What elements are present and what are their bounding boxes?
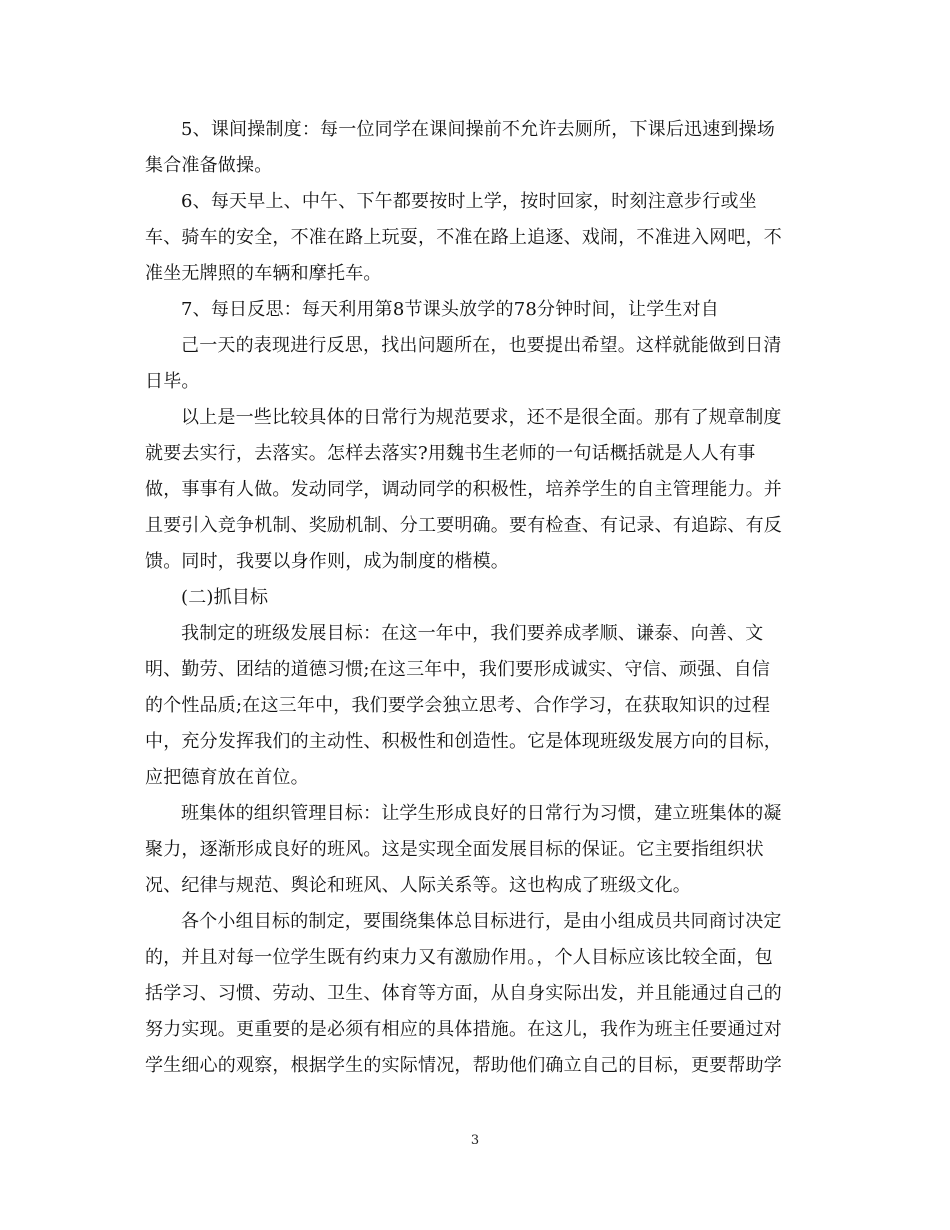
text-line: 括学习、习惯、劳动、卫生、体育等方面，从自身实际出发，并且能通过自己的 xyxy=(145,983,782,1004)
text-line: 努力实现。更重要的是必须有相应的具体措施。在这儿，我作为班主任要通过对 xyxy=(145,1019,782,1040)
text-line: 应把德育放在首位。 xyxy=(145,767,309,788)
text-line: 馈。同时，我要以身作则，成为制度的楷模。 xyxy=(145,551,509,572)
text-line: 就要去实行，去落实。怎样去落实?用魏书生老师的一句话概括就是人人有事 xyxy=(145,443,756,464)
text-line: 且要引入竞争机制、奖励机制、分工要明确。要有检查、有记录、有追踪、有反 xyxy=(145,515,782,536)
text-line: 聚力，逐渐形成良好的班风。这是实现全面发展目标的保证。它主要指组织状 xyxy=(145,839,764,860)
text-line: 车、骑车的安全，不准在路上玩耍，不准在路上追逐、戏闹，不准进入网吧，不 xyxy=(145,227,782,248)
text-line: 的，并且对每一位学生既有约束力又有激励作用。，个人目标应该比较全面，包 xyxy=(145,947,773,968)
text-line: 况、纪律与规范、舆论和班风、人际关系等。这也构成了班级文化。 xyxy=(145,875,691,896)
text-line: 学生细心的观察，根据学生的实际情况，帮助他们确立自己的目标，更要帮助学 xyxy=(145,1055,782,1076)
text-line: 做，事事有人做。发动同学，调动同学的积极性，培养学生的自主管理能力。并 xyxy=(145,479,782,500)
text-line: 班集体的组织管理目标：让学生形成良好的日常行为习惯，建立班集体的凝 xyxy=(181,803,782,824)
text-line: 以上是一些比较具体的日常行为规范要求，还不是很全面。那有了规章制度 xyxy=(181,407,782,428)
text-line: 日毕。 xyxy=(145,371,200,392)
page-number: 3 xyxy=(470,1133,480,1148)
text-line: 中，充分发挥我们的主动性、积极性和创造性。它是体现班级发展方向的目标， xyxy=(145,731,782,752)
text-line: 各个小组目标的制定，要围绕集体总目标进行，是由小组成员共同商讨决定 xyxy=(181,911,782,932)
text-line: 准坐无牌照的车辆和摩托车。 xyxy=(145,263,382,284)
text-line: 集合准备做操。 xyxy=(145,155,273,176)
text-line: 5、课间操制度：每一位同学在课间操前不允许去厕所，下课后迅速到操场 xyxy=(181,119,776,140)
text-line: 7、每日反思：每天利用第8节课头放学的78分钟时间，让学生对自 xyxy=(181,299,720,320)
text-line: 己一天的表现进行反思，找出问题所在，也要提出希望。这样就能做到日清 xyxy=(181,335,782,356)
section-heading: (二)抓目标 xyxy=(181,587,269,608)
text-line: 6、每天早上、中午、下午都要按时上学，按时回家，时刻注意步行或坐 xyxy=(181,191,757,212)
text-line: 我制定的班级发展目标：在这一年中，我们要养成孝顺、谦泰、向善、文 xyxy=(181,623,764,644)
text-line: 明、勤劳、团结的道德习惯;在这三年中，我们要形成诚实、守信、顽强、自信 xyxy=(145,659,771,680)
text-line: 的个性品质;在这三年中，我们要学会独立思考、合作学习，在获取知识的过程 xyxy=(145,695,771,716)
